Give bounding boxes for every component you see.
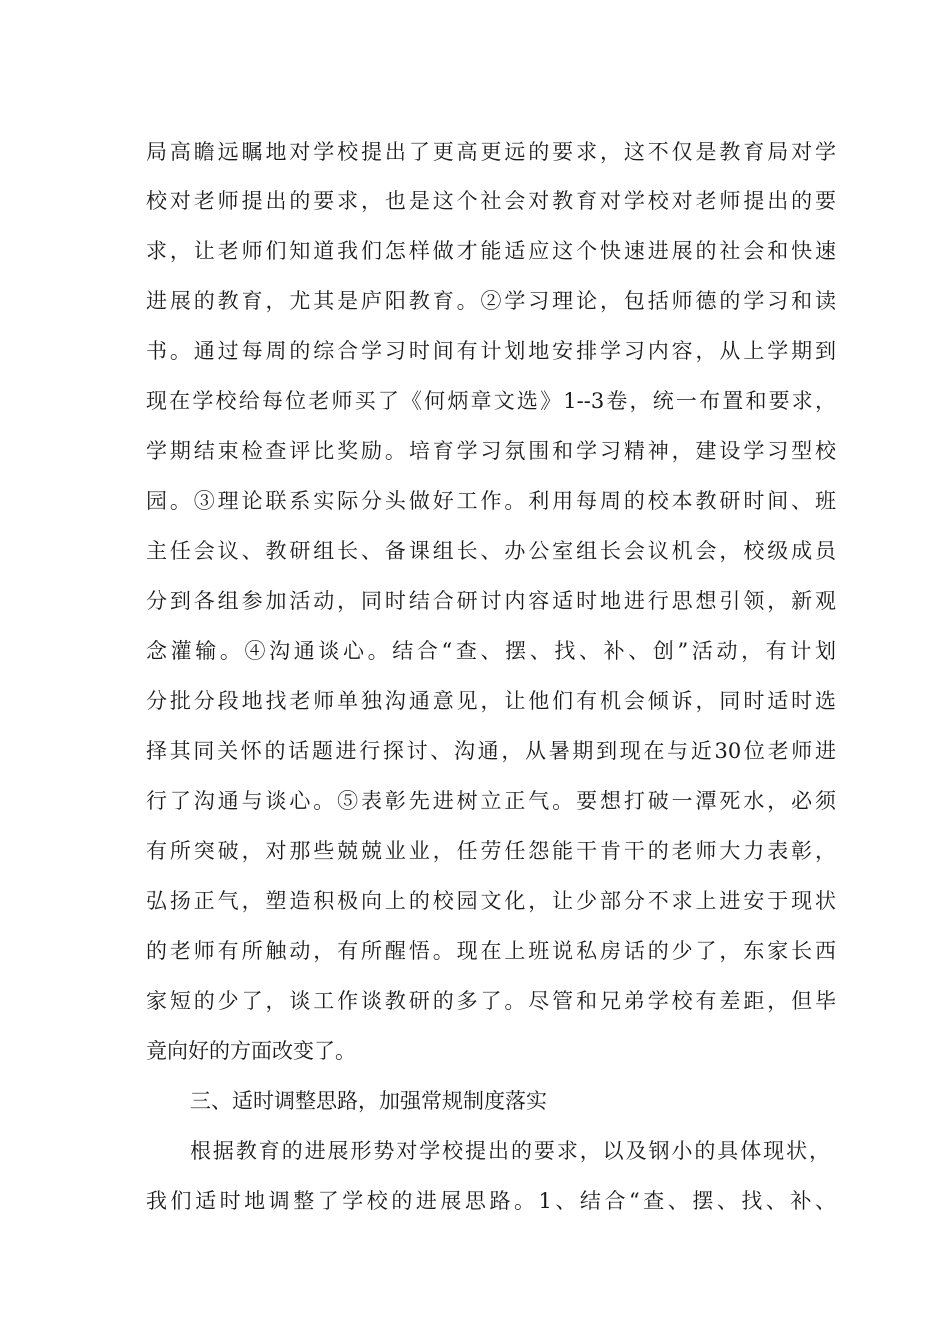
body-text-line: 根据教育的进展形势对学校提出的要求，以及钢小的具体现状， [190,1139,830,1163]
body-text-line: 竟向好的方面改变了。 [146,1039,356,1063]
body-text-line: 校对老师提出的要求，也是这个社会对教育对学校对老师提出的要 [146,189,836,213]
body-text-line: 分到各组参加活动，同时结合研讨内容适时地进行思想引领，新观 [146,589,836,613]
body-text-line: 现在学校给每位老师买了《何炳章文选》1--3卷，统一布置和要求， [146,389,836,413]
body-text-line: 有所突破，对那些兢兢业业，任劳任怨能干肯干的老师大力表彰， [146,839,836,863]
body-text-line: 求，让老师们知道我们怎样做才能适应这个快速进展的社会和快速 [146,239,836,263]
body-text-line: 局高瞻远瞩地对学校提出了更高更远的要求，这不仅是教育局对学 [146,140,836,164]
body-text-line: 主任会议、教研组长、备课组长、办公室组长会议机会，校级成员 [146,539,836,563]
body-text-line: 园。③理论联系实际分头做好工作。利用每周的校本教研时间、班 [146,489,836,513]
body-text-line: 弘扬正气，塑造积极向上的校园文化，让少部分不求上进安于现状 [146,889,836,913]
body-text-line: 家短的少了，谈工作谈教研的多了。尽管和兄弟学校有差距，但毕 [146,989,836,1013]
body-text-line: 分批分段地找老师单独沟通意见，让他们有机会倾诉，同时适时选 [146,689,836,713]
body-text-line: 学期结束检查评比奖励。培育学习氛围和学习精神，建设学习型校 [146,439,836,463]
body-text-line: 行了沟通与谈心。⑤表彰先进树立正气。要想打破一潭死水，必须 [146,789,836,813]
body-text-line: 进展的教育，尤其是庐阳教育。②学习理论，包括师德的学习和读 [146,289,836,313]
body-text-line: 念灌输。④沟通谈心。结合“查、摆、找、补、创”活动，有计划 [146,639,836,663]
body-text-line: 择其同关怀的话题进行探讨、沟通，从暑期到现在与近30位老师进 [146,739,836,763]
body-text-line: 的老师有所触动，有所醒悟。现在上班说私房话的少了，东家长西 [146,939,836,963]
section-heading: 三、适时调整思路，加强常规制度落实 [190,1089,547,1113]
body-text-line: 书。通过每周的综合学习时间有计划地安排学习内容，从上学期到 [146,339,836,363]
body-text-line: 我们适时地调整了学校的进展思路。1、结合“查、摆、找、补、 [146,1189,836,1213]
